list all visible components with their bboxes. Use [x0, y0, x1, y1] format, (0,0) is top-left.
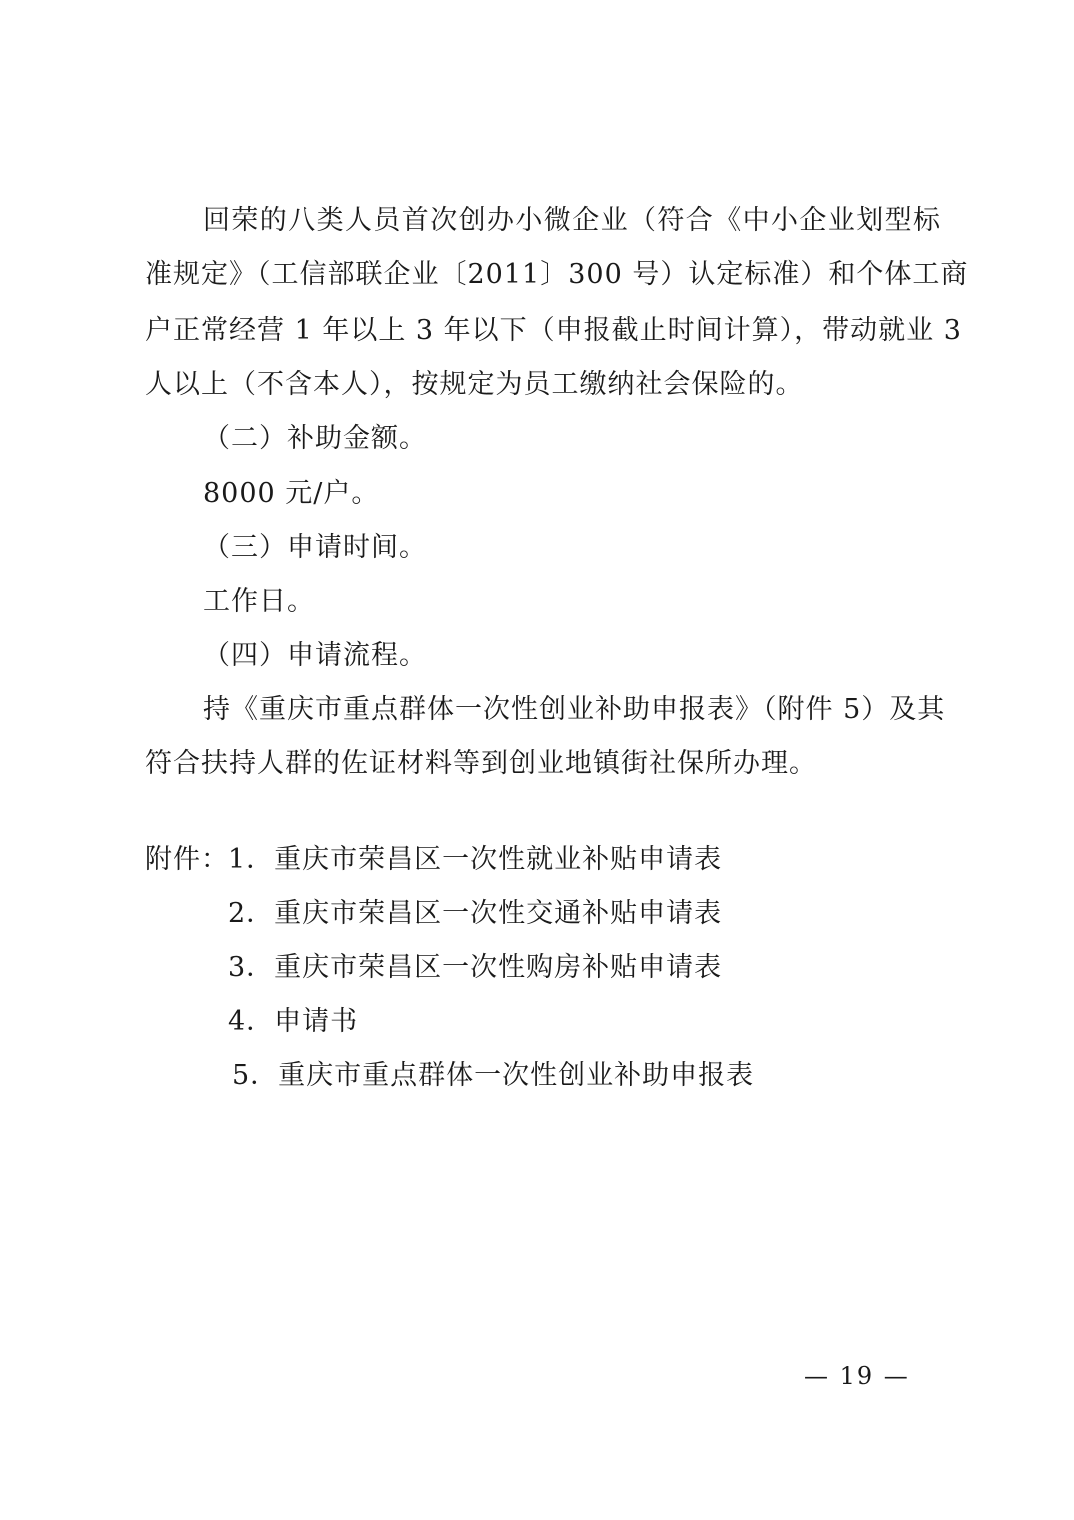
procedure-line-2: 符合扶持人群的佐证材料等到创业地镇街社保所办理。	[145, 748, 817, 779]
paragraph-1-line-1: 回荣的八类人员首次创办小微企业（符合《中小企业划型标	[203, 205, 941, 236]
section-heading-application-process: （四）申请流程。	[203, 640, 427, 671]
subsidy-amount-text: 8000 元/户。	[203, 478, 380, 509]
section-heading-subsidy-amount: （二）补助金额。	[203, 423, 427, 454]
attachment-item-3: 3．重庆市荣昌区一次性购房补贴申请表	[228, 952, 723, 983]
page-number: — 19 —	[804, 1362, 910, 1390]
application-time-text: 工作日。	[203, 586, 315, 617]
attachments-label: 附件：	[145, 844, 229, 875]
attachment-item-5: 5．重庆市重点群体一次性创业补助申报表	[232, 1060, 755, 1091]
procedure-line-1: 持《重庆市重点群体一次性创业补助申报表》（附件 5）及其	[203, 694, 946, 725]
attachment-item-2: 2．重庆市荣昌区一次性交通补贴申请表	[228, 898, 723, 929]
paragraph-1-line-2: 准规定》（工信部联企业〔2011〕300 号）认定标准）和个体工商	[145, 259, 969, 290]
attachment-item-1: 1．重庆市荣昌区一次性就业补贴申请表	[228, 844, 723, 875]
paragraph-1-line-3: 户正常经营 1 年以上 3 年以下（申报截止时间计算），带动就业 3	[145, 315, 962, 346]
paragraph-1-line-4: 人以上（不含本人），按规定为员工缴纳社会保险的。	[145, 369, 804, 400]
section-heading-application-time: （三）申请时间。	[203, 532, 427, 563]
attachment-item-4: 4．申请书	[228, 1006, 359, 1037]
